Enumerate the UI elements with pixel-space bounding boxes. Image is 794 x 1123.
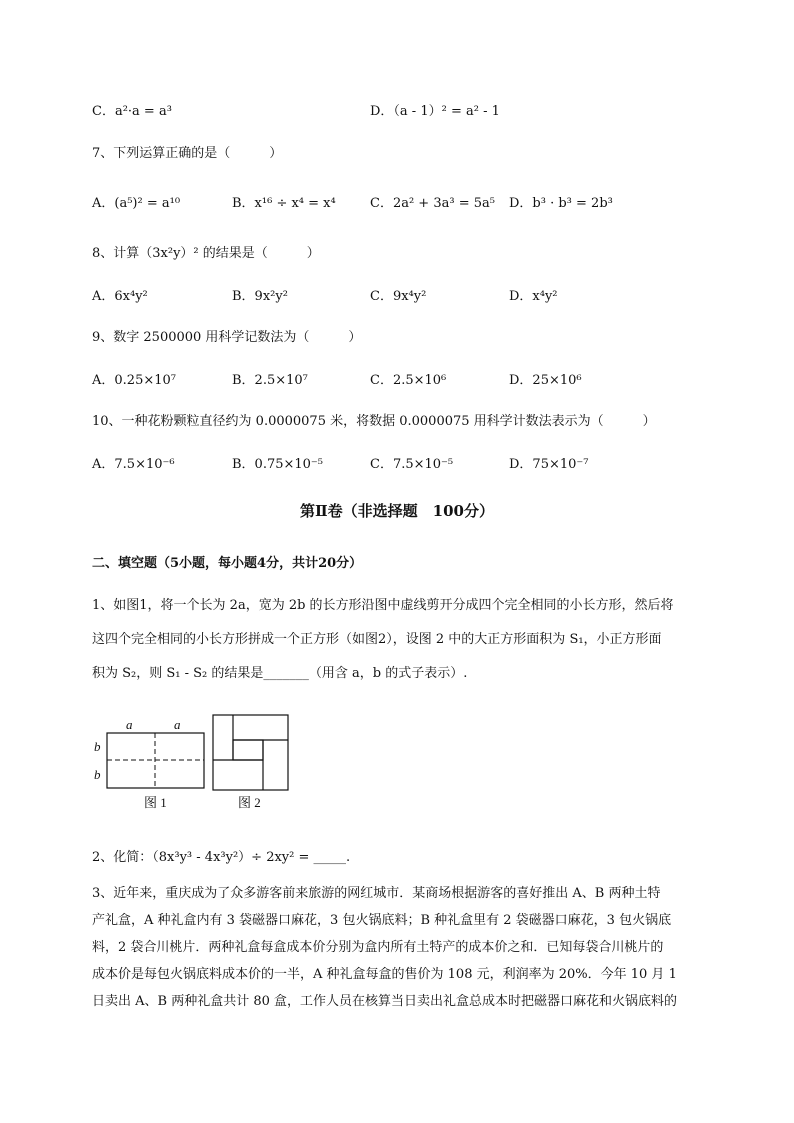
q9-stem: 9、数字 2500000 用科学记数法为（ ） bbox=[92, 330, 362, 345]
fq3-line4: 成本价是每包火锅底料成本价的一半，A 种礼盒每盒的售价为 108 元，利润率为 20%．今年 10 月 1 bbox=[92, 967, 677, 982]
q9-option-c: C．2.5×10⁶ bbox=[370, 373, 447, 388]
q8-option-a: A．6x⁴y² bbox=[92, 289, 148, 304]
q10-option-c: C．7.5×10⁻⁵ bbox=[370, 457, 454, 472]
q8-option-c: C．9x⁴y² bbox=[370, 289, 427, 304]
q7-option-a: A．(a⁵)² = a¹⁰ bbox=[92, 196, 181, 211]
figure1-label-b-bottom: b bbox=[94, 767, 101, 782]
section2-heading: 二、填空题（5小题，每小题4分，共计20分） bbox=[92, 556, 363, 571]
fq1-line3: 积为 S₂，则 S₁ - S₂ 的结果是_______（用含 a，b 的式子表示）. bbox=[92, 666, 468, 681]
q7-option-c: C．2a² + 3a³ = 5a⁵ bbox=[370, 196, 495, 211]
figure1-label-a-right: a bbox=[174, 717, 181, 732]
q9-option-d: D．25×10⁶ bbox=[509, 373, 582, 388]
q10-option-b: B．0.75×10⁻⁵ bbox=[232, 457, 324, 472]
q8-stem: 8、计算（3x²y）² 的结果是（ ） bbox=[92, 246, 320, 261]
fq1-line2: 这四个完全相同的小长方形拼成一个正方形（如图2），设图 2 中的大正方形面积为 S₁，小正方形面 bbox=[92, 632, 662, 647]
q10-option-a: A．7.5×10⁻⁶ bbox=[92, 457, 175, 472]
fq1-line1: 1、如图1，将一个长为 2a，宽为 2b 的长方形沿图中虚线剪开分成四个完全相同的小长方形，然后将 bbox=[92, 598, 674, 613]
fq2-line1: 2、化简：（8x³y³ - 4x³y²）÷ 2xy² = _____. bbox=[92, 850, 351, 865]
fq3-line5: 日卖出 A、B 两种礼盒共计 80 盒，工作人员在核算当日卖出礼盒总成本时把磁器口麻花和火锅底料的 bbox=[92, 994, 678, 1009]
part2-title: 第Ⅱ卷（非选择题 100分） bbox=[300, 502, 494, 520]
fq3-line3: 料，2 袋合川桃片．两种礼盒每盒成本价分别为盒内所有土特产的成本价之和．已知每袋合川桃片的 bbox=[92, 940, 664, 955]
figure2-outer-square bbox=[213, 715, 288, 790]
q7-option-b: B．x¹⁶ ÷ x⁴ = x⁴ bbox=[232, 196, 336, 211]
q7-stem: 7、下列运算正确的是（ ） bbox=[92, 146, 283, 161]
q7-option-d: D．b³ · b³ = 2b³ bbox=[509, 196, 613, 211]
q6-option-d: D．（a - 1）² = a² - 1 bbox=[370, 104, 500, 119]
q8-option-b: B．9x²y² bbox=[232, 289, 288, 304]
fq3-line2: 产礼盒，A 种礼盒内有 3 袋磁器口麻花，3 包火锅底料；B 种礼盒里有 2 袋磁器口麻花，3 包火锅底 bbox=[92, 913, 672, 928]
figure1-caption: 图 1 bbox=[144, 795, 167, 810]
figure2-caption: 图 2 bbox=[238, 795, 261, 810]
fq3-line1: 3、近年来，重庆成为了众多游客前来旅游的网红城市．某商场根据游客的喜好推出 A、B 两种土特 bbox=[92, 886, 661, 901]
figure2-inner-square bbox=[233, 740, 263, 760]
q9-option-b: B．2.5×10⁷ bbox=[232, 373, 308, 388]
figure1-label-a-left: a bbox=[126, 717, 133, 732]
rectangle-figures bbox=[86, 712, 306, 812]
q10-stem: 10、一种花粉颗粒直径约为 0.0000075 米，将数据 0.0000075 用科学计数法表示为（ ） bbox=[92, 414, 656, 429]
q6-option-c: C．a²·a = a³ bbox=[92, 104, 172, 119]
figure1-label-b-top: b bbox=[94, 739, 101, 754]
q9-option-a: A．0.25×10⁷ bbox=[92, 373, 176, 388]
q8-option-d: D．x⁴y² bbox=[509, 289, 558, 304]
q10-option-d: D．75×10⁻⁷ bbox=[509, 457, 589, 472]
